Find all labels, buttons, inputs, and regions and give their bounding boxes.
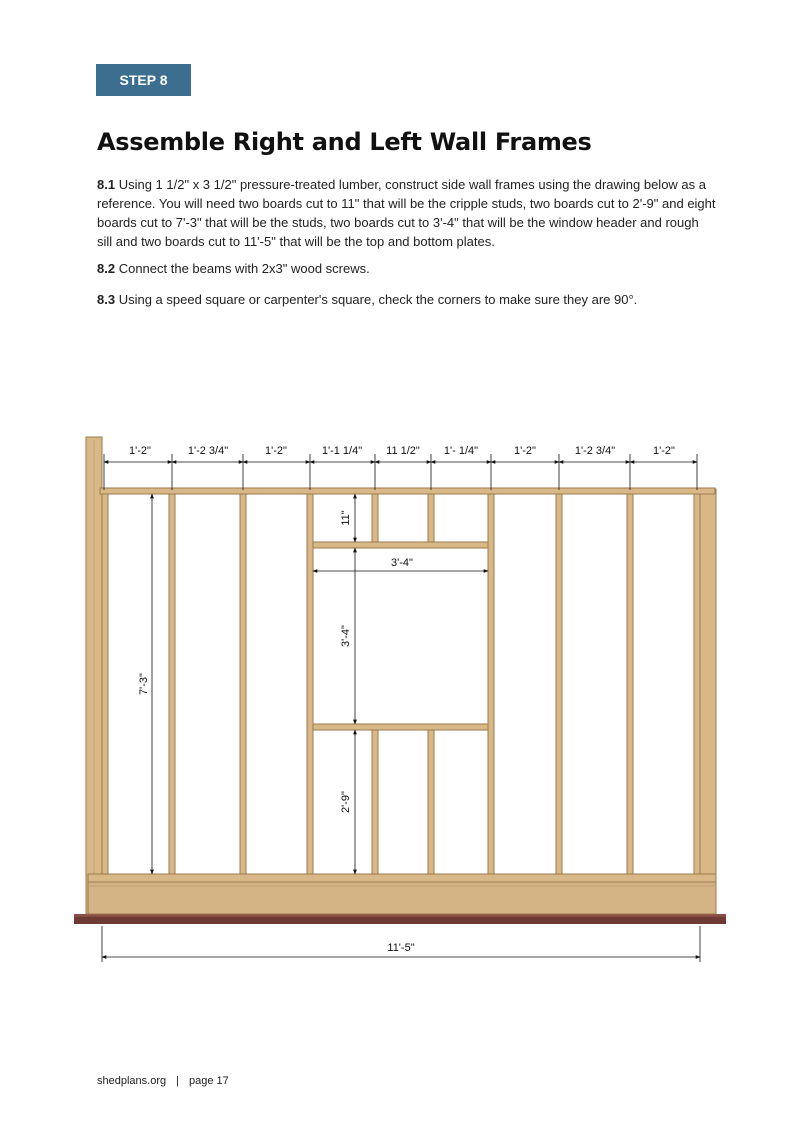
dim-label: 1'-2" xyxy=(653,445,675,457)
stud xyxy=(307,494,313,874)
window-width-label: 3'-4" xyxy=(391,557,413,569)
footer-separator: | xyxy=(176,1075,179,1087)
stud xyxy=(169,494,175,874)
dim-label: 1'-1 1/4" xyxy=(321,445,363,457)
page-footer xyxy=(97,1075,229,1087)
page-title: Assemble Right and Left Wall Frames xyxy=(97,128,592,156)
top-dimension-chain xyxy=(104,454,697,490)
dim-label: 1'-2" xyxy=(129,445,151,457)
footer-site: shedplans.org xyxy=(97,1075,167,1087)
cripple-stud-top xyxy=(428,494,434,542)
dim-label: 1'-2" xyxy=(514,445,536,457)
dim-label: 1'- 1/4" xyxy=(443,445,479,457)
stud xyxy=(627,494,633,874)
step-text: Using 1 1/2" x 3 1/2" pressure-treated lumber, construct side wall frames using the drawing below as a reference. You will need two boards cut to 11" that will be the cripple studs, two boards cut to 2'-9" and eight boards cut to 7'-3" that will be the studs, two boards cut to 3'-4" that will be the window header and rough sill and two boards cut to 11'-5" that will be the top and bottom plates. xyxy=(97,177,716,249)
cripple-stud-bottom xyxy=(372,730,378,874)
step-number: 8.2 xyxy=(97,261,116,276)
dim-label: 1'-2 3/4" xyxy=(187,445,229,457)
cripple-bottom-label: 2'-9" xyxy=(340,791,352,813)
top-dimension-labels xyxy=(124,442,680,457)
overall-length-label: 11'-5" xyxy=(387,942,415,954)
stud xyxy=(240,494,246,874)
window-height-label: 3'-4" xyxy=(340,625,352,647)
dim-label: 1'-2" xyxy=(265,445,287,457)
stud-height-label: 7'-3" xyxy=(138,673,150,695)
step-number: 8.3 xyxy=(97,292,116,307)
stud xyxy=(488,494,494,874)
rough-sill xyxy=(313,724,488,730)
footer-page: page 17 xyxy=(188,1075,229,1087)
bottom-plate xyxy=(88,874,716,882)
window-header xyxy=(313,542,488,548)
step-number: 8.1 xyxy=(97,177,116,192)
sill-board xyxy=(88,882,716,914)
right-end-post xyxy=(700,489,716,914)
step-label: STEP 8 xyxy=(119,72,168,88)
step-text: Using a speed square or carpenter's square, check the corners to make sure they are 90°. xyxy=(118,292,638,307)
dim-label: 1'-2 3/4" xyxy=(574,445,616,457)
cripple-top-label: 11" xyxy=(340,510,352,526)
stud xyxy=(556,494,562,874)
top-plate xyxy=(100,488,715,494)
cripple-stud-bottom xyxy=(428,730,434,874)
stud xyxy=(102,494,108,874)
step-text: Connect the beams with 2x3" wood screws. xyxy=(118,261,370,276)
cripple-stud-top xyxy=(372,494,378,542)
dim-label: 11 1/2" xyxy=(386,445,420,457)
stud xyxy=(694,494,700,874)
